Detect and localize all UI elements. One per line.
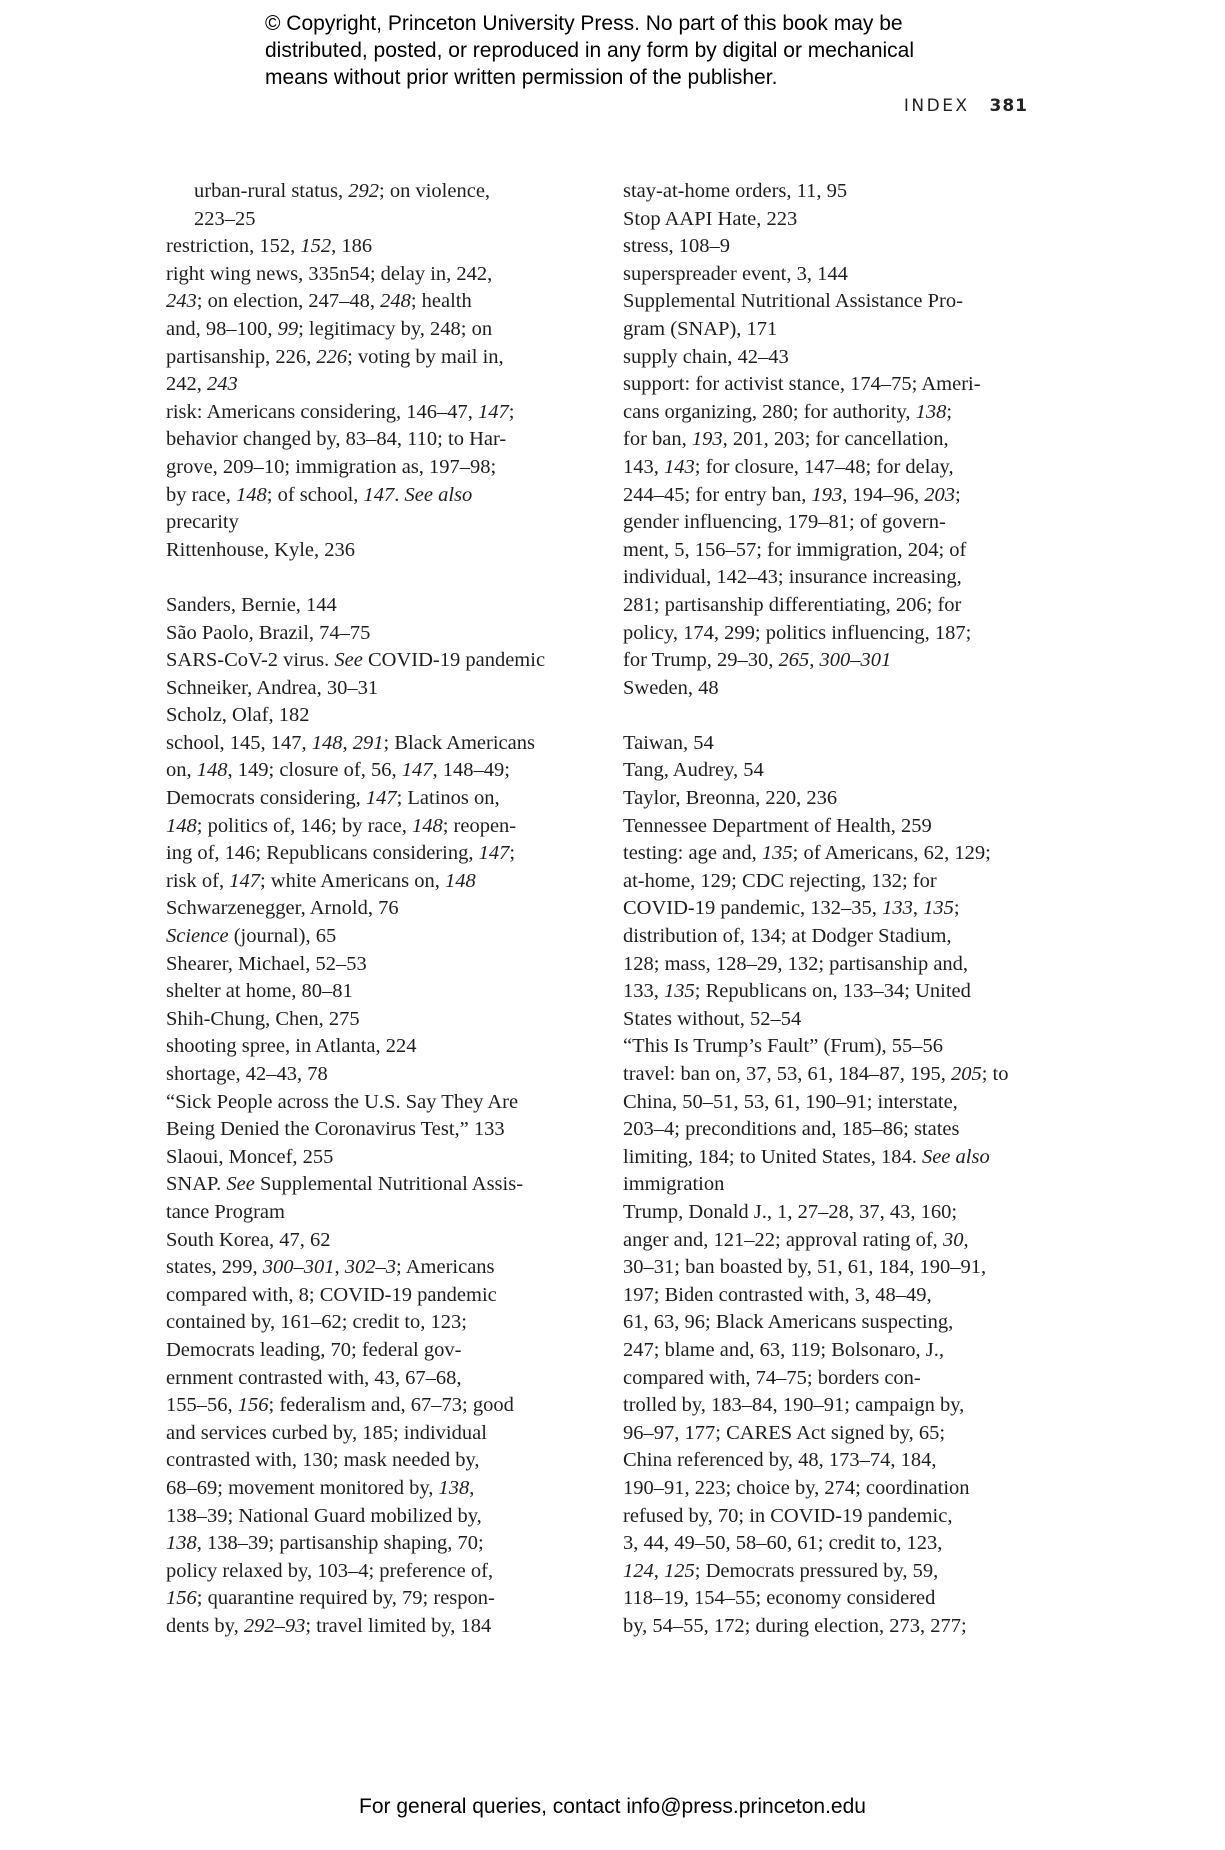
- index-entry: [166, 592, 586, 620]
- index-entry: [166, 923, 586, 951]
- footer-contact: For general queries, contact info@press.princeton.edu: [359, 1795, 866, 1818]
- index-entry-line: superspreader event, 3, 144: [623, 262, 848, 285]
- index-entry-line: stress, 108–9: [623, 235, 731, 258]
- index-entry-line: São Paolo, Brazil, 74–75: [166, 621, 371, 644]
- index-entry-line: China referenced by, 48, 173–74, 184,: [623, 1449, 937, 1472]
- index-entry-line: Taylor, Breonna, 220, 236: [623, 787, 838, 810]
- index-entry-line: Shih-Chung, Chen, 275: [166, 1007, 360, 1030]
- index-entry-line: 138–39; National Guard mobilized by,: [166, 1504, 482, 1527]
- index-entry: [166, 233, 586, 261]
- index-entry: [166, 978, 586, 1006]
- index-entry: [623, 813, 1033, 841]
- index-entry-line: support: for activist stance, 174–75; Ameri-: [623, 373, 981, 396]
- index-entry: [623, 1199, 1033, 1641]
- index-entry: [166, 1171, 586, 1226]
- index-entry-line: 133, 135; Republicans on, 133–34; United: [623, 980, 971, 1003]
- index-entry-line: SNAP. See Supplemental Nutritional Assis-: [166, 1173, 524, 1196]
- index-entry-line: anger and, 121–22; approval rating of, 30,: [623, 1228, 969, 1251]
- index-entry-line: immigration: [623, 1173, 725, 1196]
- index-entry-continued: [166, 178, 586, 233]
- index-entry-line: and, 98–100, 99; legitimacy by, 248; on: [166, 317, 493, 340]
- index-entry: [166, 951, 586, 979]
- index-entry-line: distribution of, 134; at Dodger Stadium,: [623, 925, 952, 948]
- index-entry: [623, 233, 1033, 261]
- index-entry-line: Democrats considering, 147; Latinos on,: [166, 787, 500, 810]
- index-entry-line: precarity: [166, 511, 239, 534]
- index-entry-line: risk: Americans considering, 146–47, 147;: [166, 400, 515, 423]
- index-entry-line: 281; partisanship differentiating, 206; for: [623, 593, 962, 616]
- index-entry-line: Taiwan, 54: [623, 731, 714, 754]
- index-entry-line: Scholz, Olaf, 182: [166, 704, 310, 727]
- index-entry-line: 30–31; ban boasted by, 51, 61, 184, 190–91,: [623, 1256, 987, 1279]
- index-entry-line: refused by, 70; in COVID-19 pandemic,: [623, 1504, 953, 1527]
- index-entry-line: 148; politics of, 146; by race, 148; reopen-: [166, 814, 517, 837]
- index-entry-line: gram (SNAP), 171: [623, 317, 778, 340]
- index-entry-line: Trump, Donald J., 1, 27–28, 37, 43, 160;: [623, 1200, 958, 1223]
- index-entry-line: on, 148, 149; closure of, 56, 147, 148–49;: [166, 759, 510, 782]
- index-entry-line: Sanders, Bernie, 144: [166, 593, 337, 616]
- index-entry-line: Science (journal), 65: [166, 925, 337, 948]
- index-entry-line: Sweden, 48: [623, 676, 719, 699]
- index-entry: [166, 675, 586, 703]
- copyright-line: © Copyright, Princeton University Press. No part of this book may be: [265, 12, 903, 35]
- index-entry-line: testing: age and, 135; of Americans, 62, 129;: [623, 842, 991, 865]
- index-entry: [166, 261, 586, 399]
- index-entry-line: 96–97, 177; CARES Act signed by, 65;: [623, 1421, 946, 1444]
- index-entry-line: 197; Biden contrasted with, 3, 48–49,: [623, 1283, 932, 1306]
- index-entry-line: Being Denied the Coronavirus Test,” 133: [166, 1118, 505, 1141]
- index-entry: [166, 537, 586, 565]
- index-entry-line: SARS-CoV-2 virus. See COVID-19 pandemic: [166, 649, 546, 672]
- index-entry-line: Rittenhouse, Kyle, 236: [166, 538, 356, 561]
- index-entry-line: contrasted with, 130; mask needed by,: [166, 1449, 480, 1472]
- index-entry: [166, 702, 586, 730]
- index-entry: [166, 1089, 586, 1144]
- index-entry-line: 128; mass, 128–29, 132; partisanship and,: [623, 952, 969, 975]
- index-entry-line: restriction, 152, 152, 186: [166, 235, 373, 258]
- index-entry-line: 124, 125; Democrats pressured by, 59,: [623, 1559, 939, 1582]
- index-entry-line: South Korea, 47, 62: [166, 1228, 331, 1251]
- index-entry: [166, 895, 586, 923]
- index-entry-line: by, 54–55, 172; during election, 273, 277;: [623, 1614, 967, 1637]
- index-entry-line: states, 299, 300–301, 302–3; Americans: [166, 1256, 495, 1279]
- index-entry: [166, 647, 586, 675]
- index-entry-line: 243; on election, 247–48, 248; health: [166, 290, 472, 313]
- index-entry-line: school, 145, 147, 148, 291; Black Americans: [166, 731, 535, 754]
- index-entry-line: 247; blame and, 63, 119; Bolsonaro, J.,: [623, 1338, 944, 1361]
- index-entry: [166, 1006, 586, 1034]
- index-entry: [623, 1033, 1033, 1061]
- index-entry-line: 118–19, 154–55; economy considered: [623, 1587, 936, 1610]
- index-entry-line: Tennessee Department of Health, 259: [623, 814, 932, 837]
- index-entry-line: risk of, 147; white Americans on, 148: [166, 869, 476, 892]
- index-column-left: [166, 178, 586, 1640]
- index-entry-line: policy relaxed by, 103–4; preference of,: [166, 1559, 494, 1582]
- index-entry: [166, 1227, 586, 1255]
- index-entry: [166, 1144, 586, 1172]
- index-entry-line: travel: ban on, 37, 53, 61, 184–87, 195, 205; to: [623, 1063, 1009, 1085]
- index-entry: [623, 785, 1033, 813]
- index-entry: [623, 730, 1033, 758]
- index-entry-line: by race, 148; of school, 147. See also: [166, 483, 473, 506]
- copyright-line: distributed, posted, or reproduced in any form by digital or mechanical: [265, 39, 915, 62]
- index-entry-line: 223–25: [194, 207, 256, 230]
- index-entry-line: grove, 209–10; immigration as, 197–98;: [166, 455, 497, 478]
- index-entry-line: individual, 142–43; insurance increasing,: [623, 566, 962, 589]
- index-entry-line: Slaoui, Moncef, 255: [166, 1145, 334, 1168]
- index-entry-line: cans organizing, 280; for authority, 138;: [623, 400, 953, 423]
- index-entry-line: 3, 44, 49–50, 58–60, 61; credit to, 123,: [623, 1532, 943, 1555]
- index-entry-line: for Trump, 29–30, 265, 300–301: [623, 649, 892, 672]
- index-entry-line: Supplemental Nutritional Assistance Pro-: [623, 290, 963, 313]
- index-entry-line: 143, 143; for closure, 147–48; for delay,: [623, 455, 954, 478]
- index-entry-line: limiting, 184; to United States, 184. See also: [623, 1145, 990, 1168]
- index-entry: [623, 1061, 1033, 1199]
- index-entry-line: stay-at-home orders, 11, 95: [623, 180, 848, 202]
- index-entry-line: 190–91, 223; choice by, 274; coordination: [623, 1476, 970, 1499]
- index-entry-line: partisanship, 226, 226; voting by mail in,: [166, 345, 504, 368]
- index-entry: [623, 675, 1033, 703]
- index-entry: [623, 371, 1033, 675]
- index-entry-line: 244–45; for entry ban, 193, 194–96, 203;: [623, 483, 961, 506]
- index-entry-line: policy, 174, 299; politics influencing, 187;: [623, 621, 972, 644]
- index-entry: [166, 730, 586, 896]
- index-entry: [623, 206, 1033, 234]
- index-entry-line: shooting spree, in Atlanta, 224: [166, 1035, 417, 1058]
- page-number: 381: [989, 96, 1028, 116]
- index-entry-line: Schwarzenegger, Arnold, 76: [166, 897, 399, 920]
- index-entry: [166, 1061, 586, 1089]
- index-entry-line: 156; quarantine required by, 79; respon-: [166, 1587, 495, 1610]
- index-entry: [623, 178, 1033, 206]
- index-entry-line: ing of, 146; Republicans considering, 147;: [166, 842, 516, 865]
- index-entry-line: 138, 138–39; partisanship shaping, 70;: [166, 1532, 484, 1555]
- index-entry-line: States without, 52–54: [623, 1007, 802, 1030]
- section-label: INDEX: [903, 96, 970, 116]
- copyright-line: means without prior written permission of the publisher.: [265, 66, 778, 89]
- index-entry-line: ernment contrasted with, 43, 67–68,: [166, 1366, 462, 1389]
- index-entry-line: 155–56, 156; federalism and, 67–73; good: [166, 1394, 514, 1417]
- index-entry-line: right wing news, 335n54; delay in, 242,: [166, 262, 493, 285]
- index-entry-line: supply chain, 42–43: [623, 345, 789, 368]
- index-entry: [623, 344, 1033, 372]
- index-entry-line: and services curbed by, 185; individual: [166, 1421, 487, 1444]
- index-entry-line: tance Program: [166, 1200, 285, 1223]
- running-head: [904, 96, 1028, 116]
- index-entry: [166, 620, 586, 648]
- index-entry-line: trolled by, 183–84, 190–91; campaign by,: [623, 1394, 965, 1417]
- index-entry-line: for ban, 193, 201, 203; for cancellation,: [623, 428, 949, 451]
- index-entry-line: 68–69; movement monitored by, 138,: [166, 1476, 475, 1499]
- index-entry-line: behavior changed by, 83–84, 110; to Har-: [166, 428, 507, 451]
- index-entry: [166, 399, 586, 537]
- index-entry-line: at-home, 129; CDC rejecting, 132; for: [623, 869, 937, 892]
- index-entry-line: China, 50–51, 53, 61, 190–91; interstate,: [623, 1090, 958, 1113]
- index-entry-line: compared with, 8; COVID-19 pandemic: [166, 1283, 497, 1306]
- index-entry-line: ment, 5, 156–57; for immigration, 204; of: [623, 538, 967, 561]
- index-entry-line: urban-rural status, 292; on violence,: [194, 180, 491, 202]
- alphabet-section-gap: [623, 702, 1033, 730]
- index-entry-line: COVID-19 pandemic, 132–35, 133, 135;: [623, 897, 960, 920]
- index-entry-line: shortage, 42–43, 78: [166, 1063, 328, 1085]
- index-entry: [623, 261, 1033, 289]
- index-entry-line: 203–4; preconditions and, 185–86; states: [623, 1118, 960, 1141]
- index-entry-line: 242, 243: [166, 373, 238, 396]
- index-entry-line: Stop AAPI Hate, 223: [623, 207, 798, 230]
- index-entry-line: Schneiker, Andrea, 30–31: [166, 676, 379, 699]
- index-entry-line: gender influencing, 179–81; of govern-: [623, 511, 946, 534]
- index-entry-line: 61, 63, 96; Black Americans suspecting,: [623, 1311, 954, 1334]
- index-entry-line: compared with, 74–75; borders con-: [623, 1366, 921, 1389]
- index-column-right: [623, 178, 1033, 1640]
- index-entry: [623, 288, 1033, 343]
- index-entry-line: “This Is Trump’s Fault” (Frum), 55–56: [623, 1035, 944, 1058]
- alphabet-section-gap: [166, 564, 586, 592]
- copyright-notice: [265, 10, 1025, 91]
- index-entry: [623, 840, 1033, 1033]
- index-entry-line: shelter at home, 80–81: [166, 980, 353, 1003]
- index-entry: [623, 757, 1033, 785]
- index-entry-line: dents by, 292–93; travel limited by, 184: [166, 1614, 492, 1637]
- index-entry: [166, 1033, 586, 1061]
- index-entry-line: “Sick People across the U.S. Say They Are: [166, 1090, 519, 1113]
- index-entry: [166, 1254, 586, 1640]
- index-entry-line: Shearer, Michael, 52–53: [166, 952, 367, 975]
- index-entry-line: contained by, 161–62; credit to, 123;: [166, 1311, 467, 1334]
- index-entry-line: Democrats leading, 70; federal gov-: [166, 1338, 462, 1361]
- index-entry-line: Tang, Audrey, 54: [623, 759, 764, 782]
